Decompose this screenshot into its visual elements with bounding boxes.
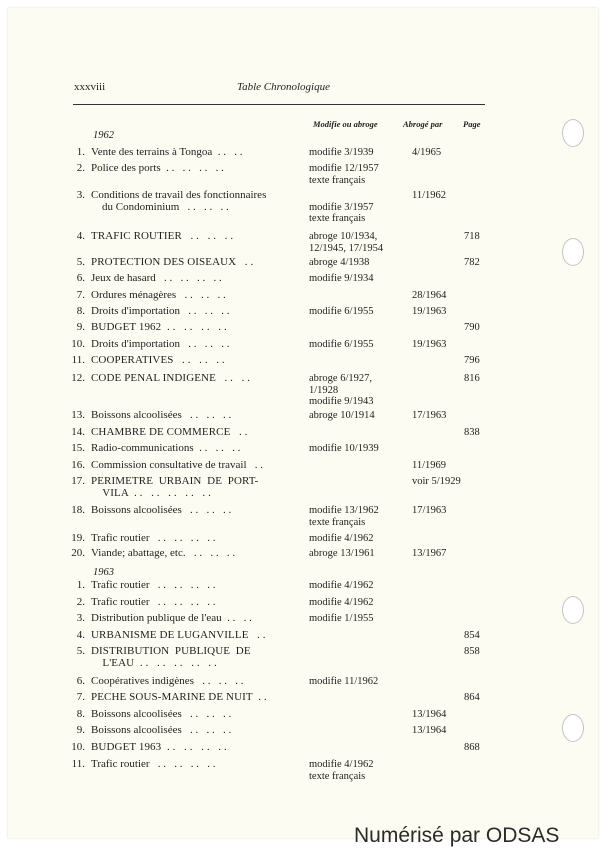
entry-abroge-par: 13/1964	[412, 709, 447, 720]
entry-modifie: modifie 13/1962 texte français	[309, 505, 379, 528]
punch-hole	[562, 714, 584, 742]
entry-number: 11.	[71, 354, 85, 366]
entry-number: 8.	[76, 305, 85, 317]
page-number: xxxviii	[74, 81, 106, 93]
entry-title: Droits d'importation . . . . . .	[91, 305, 230, 317]
entry-number: 16.	[71, 459, 85, 471]
entry-number: 2.	[76, 162, 85, 174]
entry-page: 790	[464, 322, 480, 333]
entry-number: 1.	[76, 579, 85, 591]
col-header-abroge-par: Abrogé par	[403, 119, 443, 129]
entry-abroge-par: 4/1965	[412, 147, 442, 158]
entry-title: Boissons alcoolisées . . . . . .	[91, 724, 232, 736]
entry-modifie: modifie 4/1962	[309, 597, 374, 608]
entry-number: 11.	[71, 758, 85, 770]
entry-number: 19.	[71, 532, 85, 544]
header-rule	[73, 104, 485, 105]
entry-title: Vente des terrains à Tongoa . . . .	[91, 146, 243, 158]
entry-modifie: abroge 4/1938	[309, 257, 370, 268]
entry-title: Trafic routier . . . . . . . .	[91, 579, 216, 591]
entry-title: DISTRIBUTION PUBLIQUE DE L'EAU . . . . . . . . . .	[91, 645, 251, 669]
entry-title: Ordures ménagères . . . . . .	[91, 289, 226, 301]
entry-title: Boissons alcoolisées . . . . . .	[91, 504, 232, 516]
entry-title: TRAFIC ROUTIER . . . . . .	[91, 230, 234, 242]
entry-number: 6.	[76, 272, 85, 284]
year-heading-1962: 1962	[93, 130, 114, 141]
entry-abroge-par: 11/1962	[412, 190, 447, 201]
entry-modifie: modifie 4/1962	[309, 533, 374, 544]
entry-number: 4.	[76, 629, 85, 641]
entry-number: 7.	[76, 691, 85, 703]
entry-page: 858	[464, 646, 480, 657]
entry-page: 782	[464, 257, 480, 268]
digitization-watermark: Numérisé par ODSAS	[354, 824, 560, 847]
entry-modifie: modifie 6/1955	[309, 306, 374, 317]
entry-number: 4.	[76, 230, 85, 242]
entry-abroge-par: 19/1963	[412, 306, 447, 317]
entry-number: 9.	[76, 321, 85, 333]
entry-modifie: modifie 10/1939	[309, 443, 379, 454]
entry-number: 5.	[76, 645, 85, 657]
entry-abroge-par: 28/1964	[412, 290, 447, 301]
entry-modifie: abroge 6/1927, 1/1928 modifie 9/1943	[309, 373, 374, 407]
entry-page: 816	[464, 373, 480, 384]
entry-modifie: abroge 13/1961	[309, 548, 375, 559]
entry-page: 838	[464, 427, 480, 438]
entry-number: 9.	[76, 724, 85, 736]
entry-abroge-par: 17/1963	[412, 505, 447, 516]
entry-title: Conditions de travail des fonctionnaires du Condominium . . . . . .	[91, 189, 267, 213]
entry-modifie: modifie 4/1962	[309, 580, 374, 591]
entry-title: Boissons alcoolisées . . . . . .	[91, 708, 232, 720]
year-heading-1963: 1963	[93, 567, 114, 578]
entry-modifie: modifie 1/1955	[309, 613, 374, 624]
entry-title: Boissons alcoolisées . . . . . .	[91, 409, 232, 421]
punch-hole	[562, 238, 584, 266]
entry-title: PROTECTION DES OISEAUX . .	[91, 256, 254, 268]
entry-number: 10.	[71, 338, 85, 350]
entry-number: 2.	[76, 596, 85, 608]
entry-abroge-par: 19/1963	[412, 339, 447, 350]
entry-title: CODE PENAL INDIGENE . . . .	[91, 372, 251, 384]
entry-abroge-par: 13/1964	[412, 725, 447, 736]
entry-title: Distribution publique de l'eau . . . .	[91, 612, 252, 624]
entry-title: Trafic routier . . . . . . . .	[91, 532, 216, 544]
entry-number: 8.	[76, 708, 85, 720]
entry-modifie: modifie 4/1962 texte français	[309, 759, 374, 782]
entry-number: 15.	[71, 442, 85, 454]
entry-number: 7.	[76, 289, 85, 301]
entry-title: URBANISME DE LUGANVILLE . .	[91, 629, 266, 641]
entry-number: 3.	[76, 189, 85, 201]
entry-number: 13.	[71, 409, 85, 421]
entry-title: Jeux de hasard . . . . . . . .	[91, 272, 222, 284]
entry-modifie: modifie 11/1962	[309, 676, 379, 687]
page-title: Table Chronologique	[237, 81, 331, 93]
punch-hole	[562, 119, 584, 147]
entry-number: 20.	[71, 547, 85, 559]
col-header-page: Page	[463, 119, 481, 129]
entry-number: 6.	[76, 675, 85, 687]
entry-title: COOPERATIVES . . . . . .	[91, 354, 225, 366]
entry-modifie: modifie 6/1955	[309, 339, 374, 350]
entry-number: 5.	[76, 256, 85, 268]
entry-abroge-par: voir 5/1929	[412, 476, 461, 487]
entry-title: Commission consultative de travail . .	[91, 459, 264, 471]
entry-title: Trafic routier . . . . . . . .	[91, 758, 216, 770]
entry-number: 12.	[71, 372, 85, 384]
entry-number: 10.	[71, 741, 85, 753]
entry-title: Viande; abattage, etc. . . . . . .	[91, 547, 236, 559]
entry-modifie: abroge 10/1914	[309, 410, 375, 421]
entry-number: 17.	[71, 475, 85, 487]
col-header-modifie: Modifie ou abroge	[313, 119, 378, 129]
entry-number: 3.	[76, 612, 85, 624]
punch-hole	[562, 596, 584, 624]
entry-page: 864	[464, 692, 480, 703]
entry-title: Coopératives indigènes . . . . . .	[91, 675, 244, 687]
entry-modifie: modifie 9/1934	[309, 273, 374, 284]
entry-title: PERIMETRE URBAIN DE PORT- VILA . . . . . . . . . .	[91, 475, 259, 499]
entry-number: 18.	[71, 504, 85, 516]
entry-number: 14.	[71, 426, 85, 438]
entry-title: Police des ports . . . . . . . .	[91, 162, 224, 174]
entry-page: 868	[464, 742, 480, 753]
entry-number: 1.	[76, 146, 85, 158]
entry-page: 854	[464, 630, 480, 641]
entry-page: 718	[464, 231, 480, 242]
entry-title: Radio-communications . . . . . .	[91, 442, 241, 454]
entry-modifie: modifie 3/1939	[309, 147, 374, 158]
entry-abroge-par: 13/1967	[412, 548, 447, 559]
entry-title: BUDGET 1963 . . . . . . . .	[91, 741, 227, 753]
entry-title: Droits d'importation . . . . . .	[91, 338, 230, 350]
entry-abroge-par: 11/1969	[412, 460, 447, 471]
entry-title: CHAMBRE DE COMMERCE . .	[91, 426, 248, 438]
entry-title: PECHE SOUS-MARINE DE NUIT . .	[91, 691, 267, 703]
entry-modifie: modifie 12/1957 texte français	[309, 163, 379, 186]
entry-page: 796	[464, 355, 480, 366]
entry-modifie: modifie 3/1957 texte français	[309, 201, 374, 224]
entry-modifie: abroge 10/1934, 12/1945, 17/1954	[309, 231, 384, 254]
entry-abroge-par: 17/1963	[412, 410, 447, 421]
entry-title: BUDGET 1962 . . . . . . . .	[91, 321, 227, 333]
entry-title: Trafic routier . . . . . . . .	[91, 596, 216, 608]
